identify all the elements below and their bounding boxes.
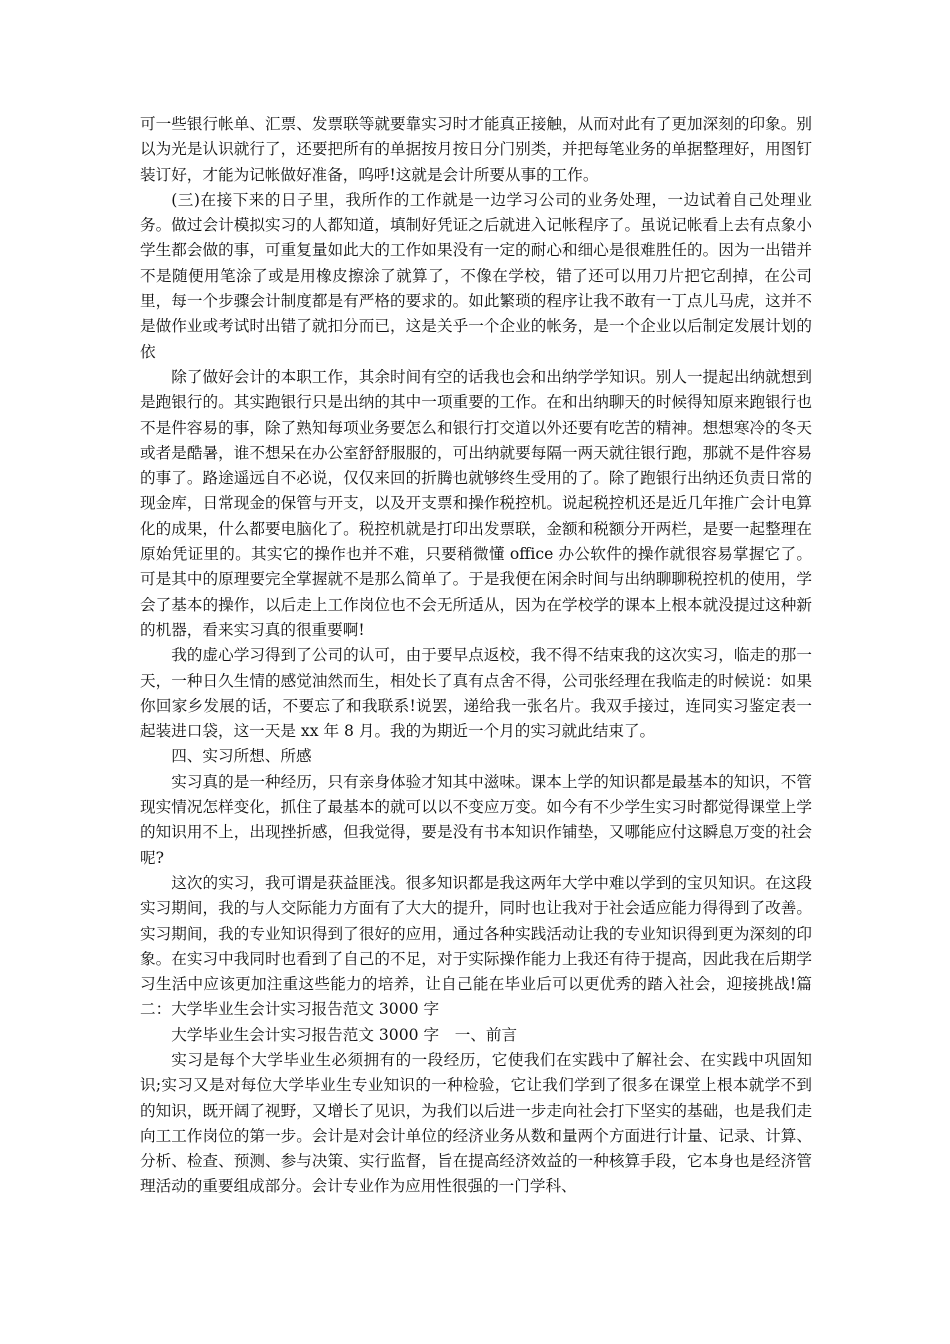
document-page	[140, 112, 812, 1200]
article-title-line: 大学毕业生会计实习报告范文 3000 字 一、前言	[171, 1025, 518, 1044]
paragraph-gains: 这次的实习，我可谓是获益匪浅。很多知识都是我这两年大学中难以学到的宝贝知识。在这段实习期间，我的与人交际能力方面有了大大的提升，同时也让我对于社会适应能力得得到了改善。实习期间，我的专业知识得到了很好的应用，通过各种实践活动让我的专业知识得到更为深刻的印象。在实习中我同时也看到了自己的不足，对于实际操作能力上我还有待于提高，因此我在后期学习生活中应该更加注重这些能力的培养，让自己能在毕业后可以更优秀的踏入社会，迎接挑战!篇二：大学毕业生会计实习报告范文 3000 字	[140, 873, 812, 1019]
paragraph-continued: 可一些银行帐单、汇票、发票联等就要靠实习时才能真正接触，从而对此有了更加深刻的印象。别以为光是认识就行了，还要把所有的单据按月按日分门别类，并把每笔业务的单据整理好，用图钉装订好，才能为记帐做好准备，呜呼!这就是会计所要从事的工作。	[140, 115, 812, 184]
paragraph-preface: 实习是每个大学毕业生必须拥有的一段经历，它使我们在实践中了解社会、在实践中巩固知识;实习又是对每位大学毕业生专业知识的一种检验，它让我们学到了很多在课堂上根本就学不到的知识，既开阔了视野，又增长了见识，为我们以后进一步走向社会打下坚实的基础，也是我们走向工工作岗位的第一步。会计是对会计单位的经济业务从数和量两个方面进行计量、记录、计算、分析、检查、预测、参与决策、实行监督，旨在提高经济效益的一种核算手段，它本身也是经济管理活动的重要组成部分。会计专业作为应用性很强的一门学科、	[140, 1050, 812, 1196]
paragraph-bookkeeping: (三)在接下来的日子里，我所作的工作就是一边学习公司的业务处理，一边试着自己处理业务。做过会计模拟实习的人都知道，填制好凭证之后就进入记帐程序了。虽说记帐看上去有点象小学生都会做的事，可重复量如此大的工作如果没有一定的耐心和细心是很难胜任的。因为一出错并不是随便用笔涂了或是用橡皮擦涂了就算了，不像在学校，错了还可以用刀片把它刮掉，在公司里，每一个步骤会计制度都是有严格的要求的。如此繁琐的程序让我不敢有一丁点儿马虎，这并不是做作业或考试时出错了就扣分而已，这是关乎一个企业的帐务，是一个企业以后制定发展计划的依	[140, 190, 812, 361]
paragraph-experience: 实习真的是一种经历，只有亲身体验才知其中滋味。课本上学的知识都是最基本的知识，不管现实情况怎样变化，抓住了最基本的就可以以不变应万变。如今有不少学生实习时都觉得课堂上学的知识用不上，出现挫折感，但我觉得，要是没有书本知识作铺垫，又哪能应付这瞬息万变的社会呢?	[140, 772, 812, 867]
section-heading: 四、实习所想、所感	[171, 747, 312, 766]
paragraph-farewell: 我的虚心学习得到了公司的认可，由于要早点返校，我不得不结束我的这次实习，临走的那一天，一种日久生情的感觉油然而生，相处长了真有点舍不得，公司张经理在我临走的时候说：如果你回家乡发展的话，不要忘了和我联系!说罢，递给我一张名片。我双手接过，连同实习鉴定表一起装进口袋，这一天是 xx 年 8 月。我的为期近一个月的实习就此结束了。	[140, 646, 812, 741]
paragraph-cashier: 除了做好会计的本职工作，其余时间有空的话我也会和出纳学学知识。别人一提起出纳就想到是跑银行的。其实跑银行只是出纳的其中一项重要的工作。在和出纳聊天的时候得知原来跑银行也不是件容易的事，除了熟知每项业务要怎么和银行打交道以外还要有吃苦的精神。想想寒冷的冬天或者是酷暑，谁不想呆在办公室舒舒服服的，可出纳就要每隔一两天就往银行跑，那就不是件容易的事了。路途遥远自不必说，仅仅来回的折腾也就够终生受用的了。除了跑银行出纳还负责日常的现金库，日常现金的保管与开支，以及开支票和操作税控机。说起税控机还是近几年推广会计电算化的成果，什么都要电脑化了。税控机就是打印出发票联，金额和税额分开两栏，是要一起整理在原始凭证里的。其实它的操作也并不难，只要稍微懂 office 办公软件的操作就很容易掌握它了。可是其中的原理要完全掌握就不是那么简单了。于是我便在闲余时间与出纳聊聊税控机的使用，学会了基本的操作，以后走上工作岗位也不会无所适从，因为在学校学的课本上根本就没提过这种新的机器，看来实习真的很重要啊!	[140, 367, 812, 639]
